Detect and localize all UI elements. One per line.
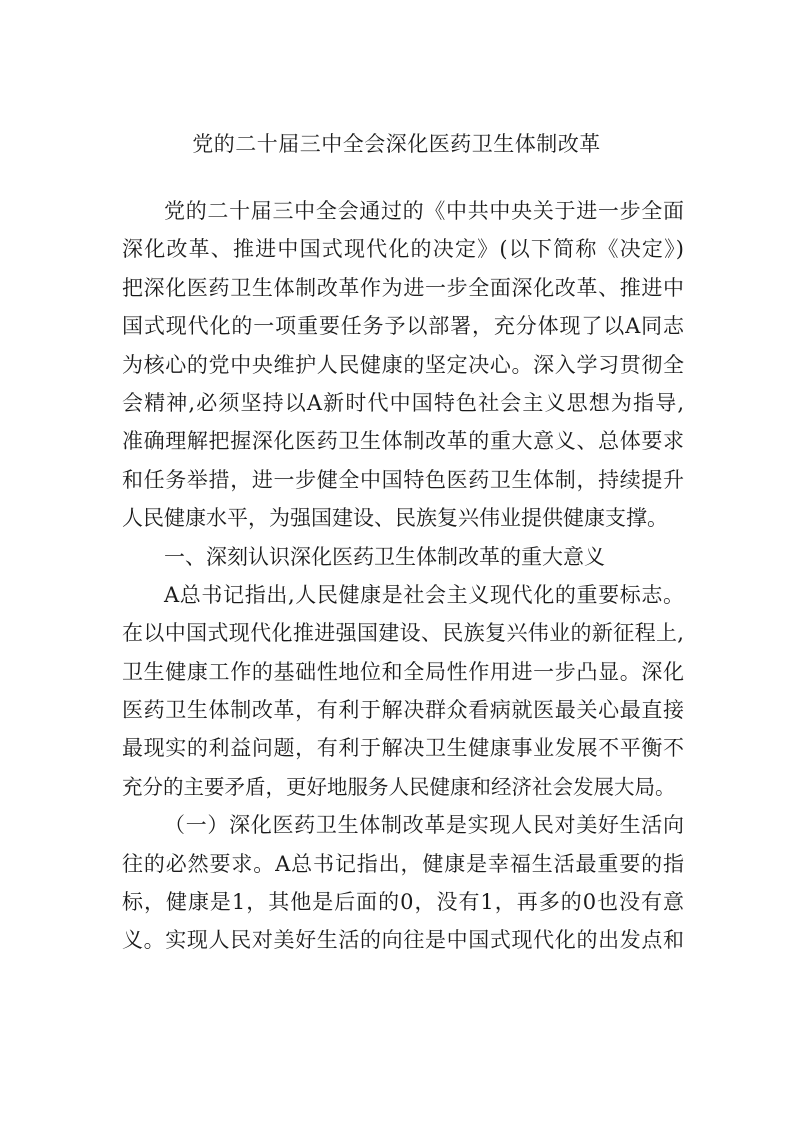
document-title: 党的二十届三中全会深化医药卫生体制改革 bbox=[192, 132, 601, 156]
paragraph-line: 为核心的党中央维护人民健康的坚定决心。深入学习贯彻全 bbox=[122, 352, 684, 377]
paragraph-line: 准确理解把握深化医药卫生体制改革的重大意义、总体要求 bbox=[122, 429, 684, 454]
paragraph-line: 在以中国式现代化推进强国建设、民族复兴伟业的新征程上, bbox=[122, 621, 684, 646]
paragraph-line: 最现实的利益问题，有利于解决卫生健康事业发展不平衡不 bbox=[122, 736, 684, 761]
paragraph-line: 人民健康水平，为强国建设、民族复兴伟业提供健康支撑。 bbox=[122, 506, 668, 531]
section-heading: 一、深刻认识深化医药卫生体制改革的重大意义 bbox=[164, 544, 605, 569]
paragraph-line: 会精神,必须坚持以A新时代中国特色社会主义思想为指导, bbox=[122, 390, 684, 415]
paragraph-line: 把深化医药卫生体制改革作为进一步全面深化改革、推进中 bbox=[122, 275, 684, 300]
paragraph-line: 党的二十届三中全会通过的《中共中央关于进一步全面 bbox=[164, 199, 684, 223]
paragraph-line: 卫生健康工作的基础性地位和全局性作用进一步凸显。深化 bbox=[122, 659, 684, 684]
paragraph-line: A总书记指出,人民健康是社会主义现代化的重要标志。 bbox=[164, 582, 684, 607]
paragraph-line: 医药卫生体制改革，有利于解决群众看病就医最关心最直接 bbox=[122, 698, 684, 723]
paragraph-line: （一）深化医药卫生体制改革是实现人民对美好生活向 bbox=[164, 813, 684, 838]
paragraph-line: 往的必然要求。A总书记指出，健康是幸福生活最重要的指 bbox=[122, 851, 684, 876]
paragraph-line: 充分的主要矛盾，更好地服务人民健康和经济社会发展大局。 bbox=[122, 774, 676, 799]
paragraph-line: 和任务举措，进一步健全中国特色医药卫生体制，持续提升 bbox=[122, 467, 684, 492]
document-body bbox=[122, 192, 684, 960]
paragraph-line: 深化改革、推进中国式现代化的决定》(以下简称《决定》) bbox=[122, 237, 684, 262]
paragraph-line: 义。实现人民对美好生活的向往是中国式现代化的出发点和 bbox=[122, 928, 684, 953]
paragraph-line: 标，健康是1，其他是后面的0，没有1，再多的0也没有意 bbox=[122, 890, 684, 915]
paragraph-line: 国式现代化的一项重要任务予以部署，充分体现了以A同志 bbox=[122, 314, 684, 339]
